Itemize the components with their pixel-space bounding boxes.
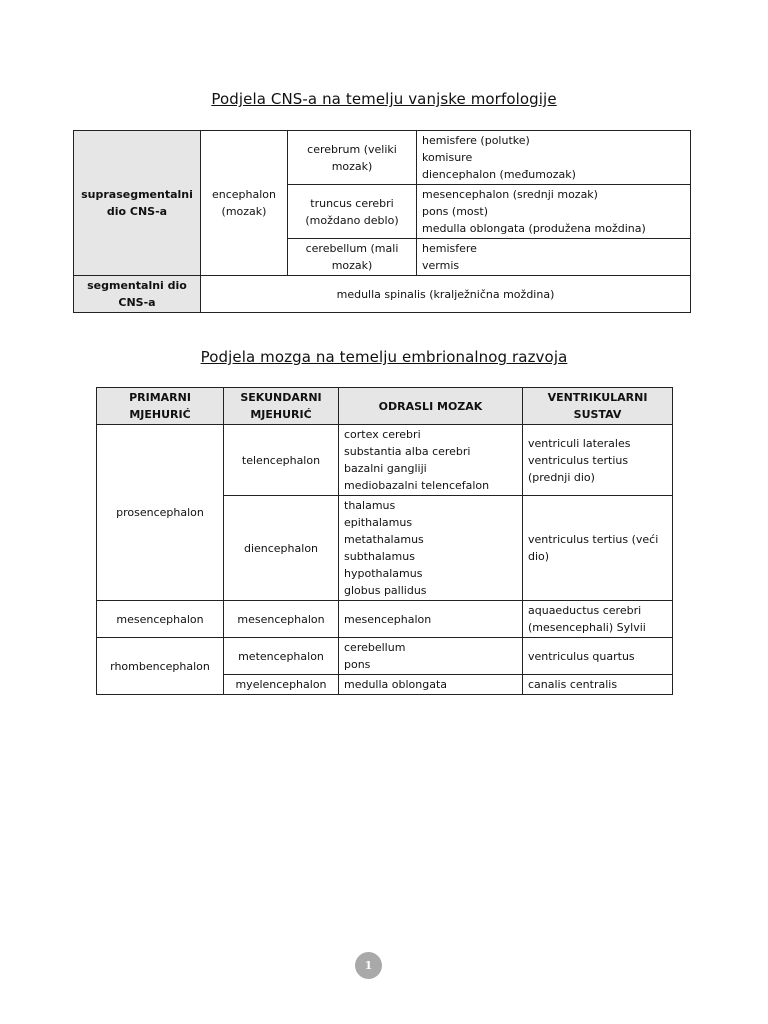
cell-line: cerebellum bbox=[344, 641, 406, 654]
cell-line: ventriculi laterales bbox=[528, 436, 631, 450]
cell-line: medulla oblongata (produžena moždina) bbox=[422, 222, 646, 235]
cerebellum-cell: cerebellum (mali mozak) bbox=[288, 239, 417, 276]
metencephalon-adult-cell bbox=[339, 638, 523, 675]
suprasegmental-cell: suprasegmentalni dio CNS-a bbox=[74, 131, 201, 276]
cell-line: hypothalamus bbox=[344, 567, 423, 580]
cell-line: bazalni gangliji bbox=[344, 462, 427, 475]
page-title-morphology: Podjela CNS-a na temelju vanjske morfologije bbox=[211, 90, 557, 108]
header-ventricular: VENTRIKULARNI SUSTAV bbox=[523, 388, 673, 425]
truncus-parts-cell bbox=[417, 185, 691, 239]
cell-line: aquaeductus cerebri bbox=[528, 604, 642, 617]
myelencephalon-cell: myelencephalon bbox=[224, 675, 339, 695]
metencephalon-cell: metencephalon bbox=[224, 638, 339, 675]
diencephalon-adult-cell bbox=[339, 496, 523, 601]
mesencephalon-vent-cell bbox=[523, 601, 673, 638]
cell-line: ventriculus tertius bbox=[528, 453, 629, 467]
cell-line: metathalamus bbox=[344, 533, 424, 546]
diencephalon-cell: diencephalon bbox=[224, 496, 339, 601]
prosencephalon-cell: prosencephalon bbox=[97, 425, 224, 601]
cerebrum-cell: cerebrum (veliki mozak) bbox=[288, 131, 417, 185]
mesencephalon-adult-cell: mesencephalon bbox=[339, 601, 523, 638]
cerebellum-parts-cell bbox=[417, 239, 691, 276]
telencephalon-adult-cell bbox=[339, 425, 523, 496]
page-number-badge: 1 bbox=[355, 952, 382, 979]
cell-line: mesencephalon (srednji mozak) bbox=[422, 188, 598, 201]
cell-line: pons bbox=[344, 658, 371, 671]
cerebrum-parts-cell bbox=[417, 131, 691, 185]
cell-line: dio) bbox=[528, 550, 550, 563]
cell-line: cortex cerebri bbox=[344, 428, 421, 441]
cell-line: pons (most) bbox=[422, 205, 488, 218]
mesencephalon-primary-cell: mesencephalon bbox=[97, 601, 224, 638]
telencephalon-cell: telencephalon bbox=[224, 425, 339, 496]
metencephalon-vent-cell: ventriculus quartus bbox=[523, 638, 673, 675]
header-adult: ODRASLI MOZAK bbox=[339, 388, 523, 425]
myelencephalon-adult-cell: medulla oblongata bbox=[339, 675, 523, 695]
telencephalon-vent-cell bbox=[523, 425, 673, 496]
medulla-spinalis-cell: medulla spinalis (kralježnična moždina) bbox=[201, 276, 691, 313]
mesencephalon-secondary-cell: mesencephalon bbox=[224, 601, 339, 638]
diencephalon-vent-cell bbox=[523, 496, 673, 601]
cell-line: diencephalon (međumozak) bbox=[422, 168, 576, 181]
segmental-cell: segmentalni dio CNS-a bbox=[74, 276, 201, 313]
page-title-embryonic: Podjela mozga na temelju embrionalnog razvoja bbox=[200, 348, 568, 366]
cell-line: hemisfere (polutke) bbox=[422, 134, 530, 147]
rhombencephalon-cell: rhombencephalon bbox=[97, 638, 224, 695]
cell-line: (mesencephali) Sylvii bbox=[528, 621, 646, 634]
cell-line: substantia alba cerebri bbox=[344, 445, 471, 458]
cell-line: ventriculus tertius (veći bbox=[528, 533, 659, 546]
cell-line: thalamus bbox=[344, 499, 396, 512]
encephalon-cell: encephalon (mozak) bbox=[201, 131, 288, 276]
header-secondary: SEKUNDARNI MJEHURIĆ bbox=[224, 388, 339, 425]
header-primary: PRIMARNI MJEHURIĆ bbox=[97, 388, 224, 425]
cell-line: vermis bbox=[422, 259, 460, 272]
cell-line: (prednji dio) bbox=[528, 470, 595, 484]
myelencephalon-vent-cell: canalis centralis bbox=[523, 675, 673, 695]
cell-line: epithalamus bbox=[344, 516, 413, 529]
cns-morphology-table bbox=[73, 130, 691, 313]
embryonic-development-table bbox=[96, 387, 673, 695]
cell-line: globus pallidus bbox=[344, 584, 427, 597]
cell-line: hemisfere bbox=[422, 242, 477, 255]
cell-line: mediobazalni telencefalon bbox=[344, 479, 490, 492]
cell-line: komisure bbox=[422, 151, 473, 164]
cell-line: subthalamus bbox=[344, 550, 415, 563]
truncus-cell: truncus cerebri (moždano deblo) bbox=[288, 185, 417, 239]
